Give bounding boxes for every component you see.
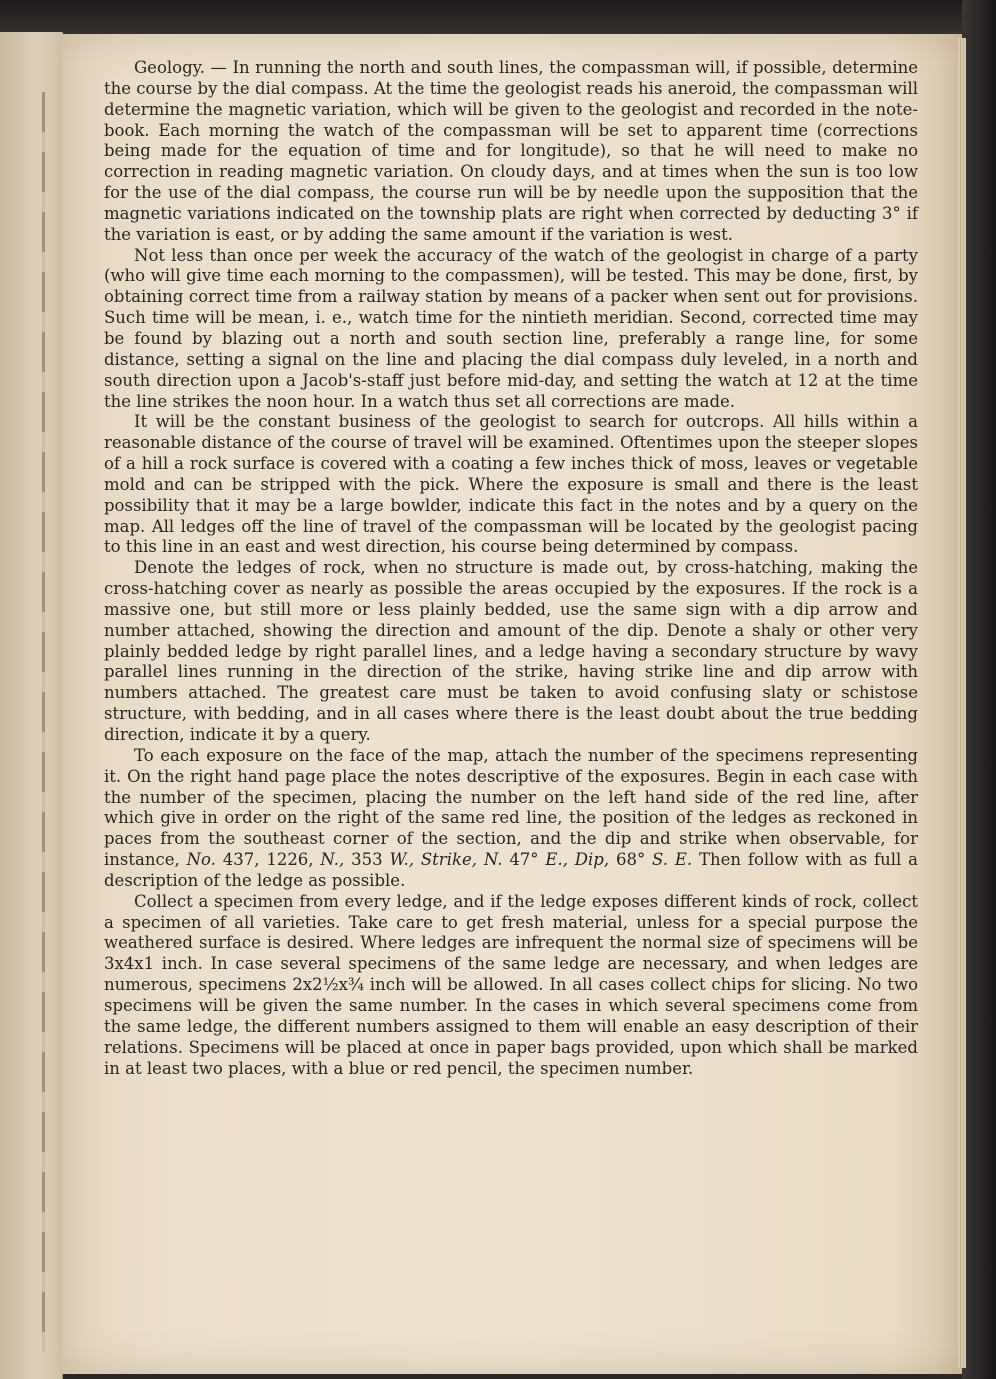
paragraph bbox=[104, 746, 918, 892]
binding-thread bbox=[42, 92, 45, 1352]
text-run: 353 bbox=[344, 850, 390, 870]
text-run: 68° bbox=[609, 850, 653, 870]
paragraph bbox=[104, 892, 918, 1080]
text-run: Geology. — In running the north and south lines, the compassman will, if possible, determine the course by the dial compass. At the time the geologist reads his aneroid, the compassman will determine the magnetic variation, which will be given to the geologist and recorded in the note-book. Each morning the watch of the compassman will be set to apparent time (corrections being made for the equation of time and for longitude), so that he will need to make no correction in reading magnetic variation. On cloudy days, and at times when the sun is too low for the use of the dial compass, the course run will be by needle upon the supposition that the magnetic variations indicated on the township plats are right when corrected by deducting 3° if the variation is east, or by adding the same amount if the variation is west. bbox=[104, 58, 918, 244]
paragraph bbox=[104, 558, 918, 746]
book-cover-right bbox=[962, 0, 996, 1379]
italic-text: E., Dip, bbox=[545, 850, 610, 870]
text-run: 47° bbox=[502, 850, 546, 870]
paragraph bbox=[104, 58, 918, 246]
text-run: Not less than once per week the accuracy of the watch of the geologist in charge of a party (who will give time each morning to the compassmen), will be tested. This may be done, first, by obtaining correct time from a railway station by means of a packer when sent out for provisions. Such time will be mean, i. e., watch time for the nintieth meridian. Second, corrected time may be found by blazing out a north and south section line, preferably a range line, for some distance, setting a signal on the line and placing the dial compass duly leveled, in a north and south direction upon a Jacob's-staff just before mid-day, and setting the watch at 12 at the time the line strikes the noon hour. In a watch thus set all corrections are made. bbox=[104, 245, 918, 411]
text-run: Collect a specimen from every ledge, and if the ledge exposes different kinds of rock, collect a specimen of all varieties. Take care to get fresh material, unless for a special purpose the weathered surface is desired. Where ledges are infrequent the normal size of specimens will be 3x4x1 inch. In case several specimens of the same ledge are necessary, and when ledges are numerous, specimens 2x2½x¾ inch will be allowed. In all cases collect chips for slicing. No two specimens will be given the same number. In the cases in which several specimens come from the same ledge, the different numbers assigned to them will enable an easy description of their relations. Specimens will be placed at once in paper bags provided, upon which shall be marked in at least two places, with a blue or red pencil, the specimen number. bbox=[104, 891, 918, 1078]
text-run: To each exposure on the face of the map, attach the number of the specimens representing it. On the right hand page place the notes descriptive of the exposures. Begin in each case with the number of the specimen, placing the number on the left hand side of the red line, after which give in order on the right of the same red line, the position of the ledges as reckoned in paces from the southeast corner of the section, and the dip and strike when observable, for instance, bbox=[104, 745, 918, 870]
binding-gutter bbox=[0, 32, 63, 1379]
paragraph bbox=[104, 412, 918, 558]
text-run: Denote the ledges of rock, when no structure is made out, by cross-hatching, making the cross-hatching cover as nearly as possible the areas occupied by the exposures. If the rock is a massive one, but still more or less plainly bedded, use the same sign with a dip arrow and number attached, showing the direction and amount of the dip. Denote a shaly or other very plainly bedded ledge by right parallel lines, and a ledge having a secondary structure by wavy parallel lines running in the direction of the strike, having strike line and dip arrow with numbers attached. The greatest care must be taken to avoid confusing slaty or schistose structure, with bedding, and in all cases where there is the least doubt about the true bedding direction, indicate it by a query. bbox=[104, 558, 918, 744]
italic-text: S. E. bbox=[652, 850, 693, 870]
italic-text: No. bbox=[186, 850, 216, 870]
paragraph bbox=[104, 246, 918, 413]
text-run: Then follow with as full a description of the ledge as possible. bbox=[104, 850, 918, 890]
text-run: It will be the constant business of the geologist to search for outcrops. All hills within a reasonable distance of the course of travel will be examined. Oftentimes upon the steeper slopes of a hill a rock surface is covered with a coating a few inches thick of moss, leaves or vegetable mold and can be stripped with the pick. Where the exposure is small and there is the least possibility that it may be a large bowlder, indicate this fact in the notes and by a query on the map. All ledges off the line of travel of the compassman will be located by the geologist pacing to this line in an east and west direction, his course being determined by compass. bbox=[104, 412, 918, 557]
page-text bbox=[104, 58, 918, 1079]
italic-text: N., bbox=[320, 850, 345, 870]
italic-text: W., Strike, N. bbox=[389, 850, 503, 870]
text-run: 437, 1226, bbox=[215, 850, 321, 870]
page-stack-edge bbox=[958, 38, 966, 1368]
